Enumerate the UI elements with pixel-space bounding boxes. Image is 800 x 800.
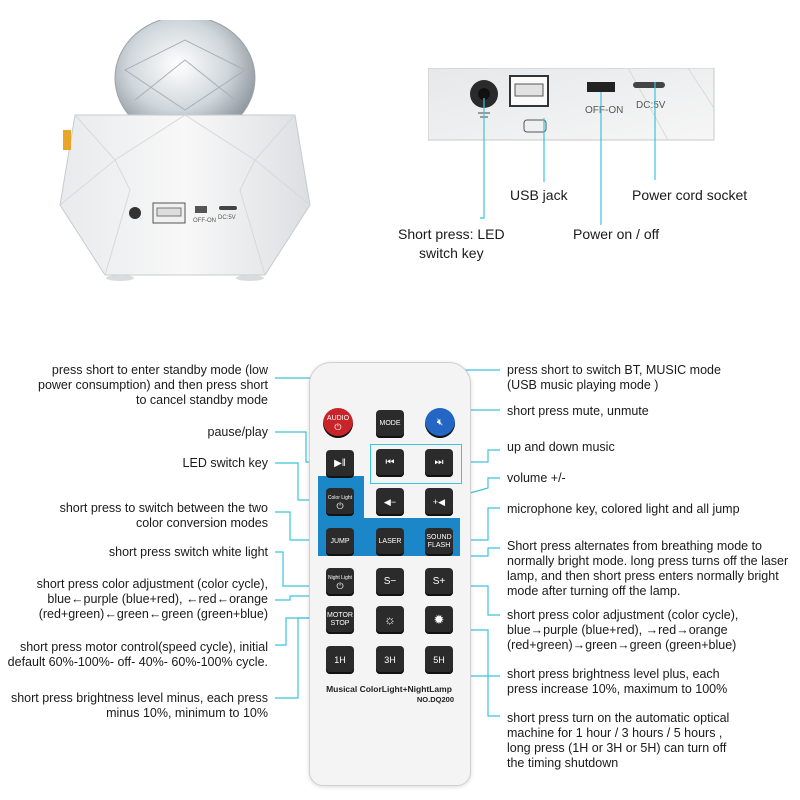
note-motor: short press motor control(speed cycle), initial default 60%-100%- off- 40%- 60%-100% cycle. [7,640,268,669]
night-light-button[interactable]: Night Light ⏻ [326,568,354,596]
note-standby: press short to enter standby mode (low power consumption) and then press short to cancel standby mode [38,363,268,407]
note-pause-play: pause/play [207,425,268,439]
previous-track-button[interactable] [376,449,404,477]
next-track-button[interactable] [425,449,453,477]
volume-down-button[interactable] [376,488,404,516]
audio-power-button[interactable]: AUDIO ⏻ [323,408,353,438]
laser-button[interactable]: LASER [376,528,404,556]
note-white-light: short press switch white light [108,545,268,559]
color-light-button[interactable]: Color Light ⏻ [326,488,354,516]
note-timer: short press turn on the automatic optical machine for 1 hour / 3 hours / 5 hours , long press (1H or 3H or 5H) can turn off the timing shutdown [507,711,730,770]
callout-usb-jack: USB jack [510,187,568,203]
s-minus-button[interactable]: S− [376,568,404,596]
note-mute: short press mute, unmute [507,404,649,418]
mute-icon: 🔇︎ [436,417,444,428]
note-color-adjust-right: short press color adjustment (color cycle), blue→purple (blue+red), →red→orange (red+green)→green→green (green+blue) [507,608,739,652]
remote-footer-title: Musical ColorLight+NightLamp [326,684,452,694]
callout-power-cord: Power cord socket [632,187,748,203]
previous-icon: ⏮ [385,457,395,468]
brightness-high-icon: ✹ [433,612,445,627]
motor-stop-button[interactable]: MOTOR STOP [326,606,354,634]
mode-button[interactable]: MODE [376,410,404,438]
note-microphone: microphone key, colored light and all jump [507,502,740,516]
mute-button[interactable] [425,408,455,438]
callout-short-press-led: Short press: LED switch key [398,226,505,261]
brightness-up-button[interactable] [425,606,453,634]
timer-5h-button[interactable]: 5H [425,646,453,674]
volume-up-icon: +◀ [432,497,446,507]
volume-down-icon: ◀− [383,497,397,507]
note-color-adjust-left: short press color adjustment (color cycle), blue←purple (blue+red), ←red←orange (red+green)←green←green (green+blue) [36,577,268,621]
note-led-switch: LED switch key [182,456,268,470]
brightness-low-icon: ☼ [384,612,396,627]
note-laser: Short press alternates from breathing mode to normally bright mode. long press turns off the laser lamp, and then short press enters normally bright mode after turning off the lamp. [507,539,789,598]
sound-flash-button[interactable]: SOUND FLASH [425,528,453,556]
s-plus-button[interactable]: S+ [425,568,453,596]
note-brightness-minus: short press brightness level minus, each press minus 10%, minimum to 10% [10,691,268,720]
back-switch-marking: OFF-ON [585,105,624,116]
device-dc-marking: DC:5V [218,215,236,221]
note-volume: volume +/- [507,471,566,485]
remote-footer-model: NO.DQ200 [416,695,454,704]
callout-power-on-off: Power on / off [573,226,660,242]
note-color-modes: short press to switch between the two color conversion modes [59,501,268,530]
note-up-down: up and down music [507,440,615,454]
brightness-down-button[interactable] [376,606,404,634]
play-pause-icon: ▶‖ [334,458,346,469]
next-icon: ⏭ [434,457,444,468]
back-dc-marking: DC:5V [636,100,666,111]
note-brightness-plus: short press brightness level plus, each press increase 10%, maximum to 100% [507,667,728,696]
note-bt-music: press short to switch BT, MUSIC mode (USB music playing mode ) [507,363,721,392]
volume-up-button[interactable] [425,488,453,516]
pause-play-button[interactable] [326,450,354,478]
timer-1h-button[interactable]: 1H [326,646,354,674]
jump-button[interactable]: JUMP [326,528,354,556]
device-switch-marking: OFF-ON [193,218,216,224]
timer-3h-button[interactable]: 3H [376,646,404,674]
